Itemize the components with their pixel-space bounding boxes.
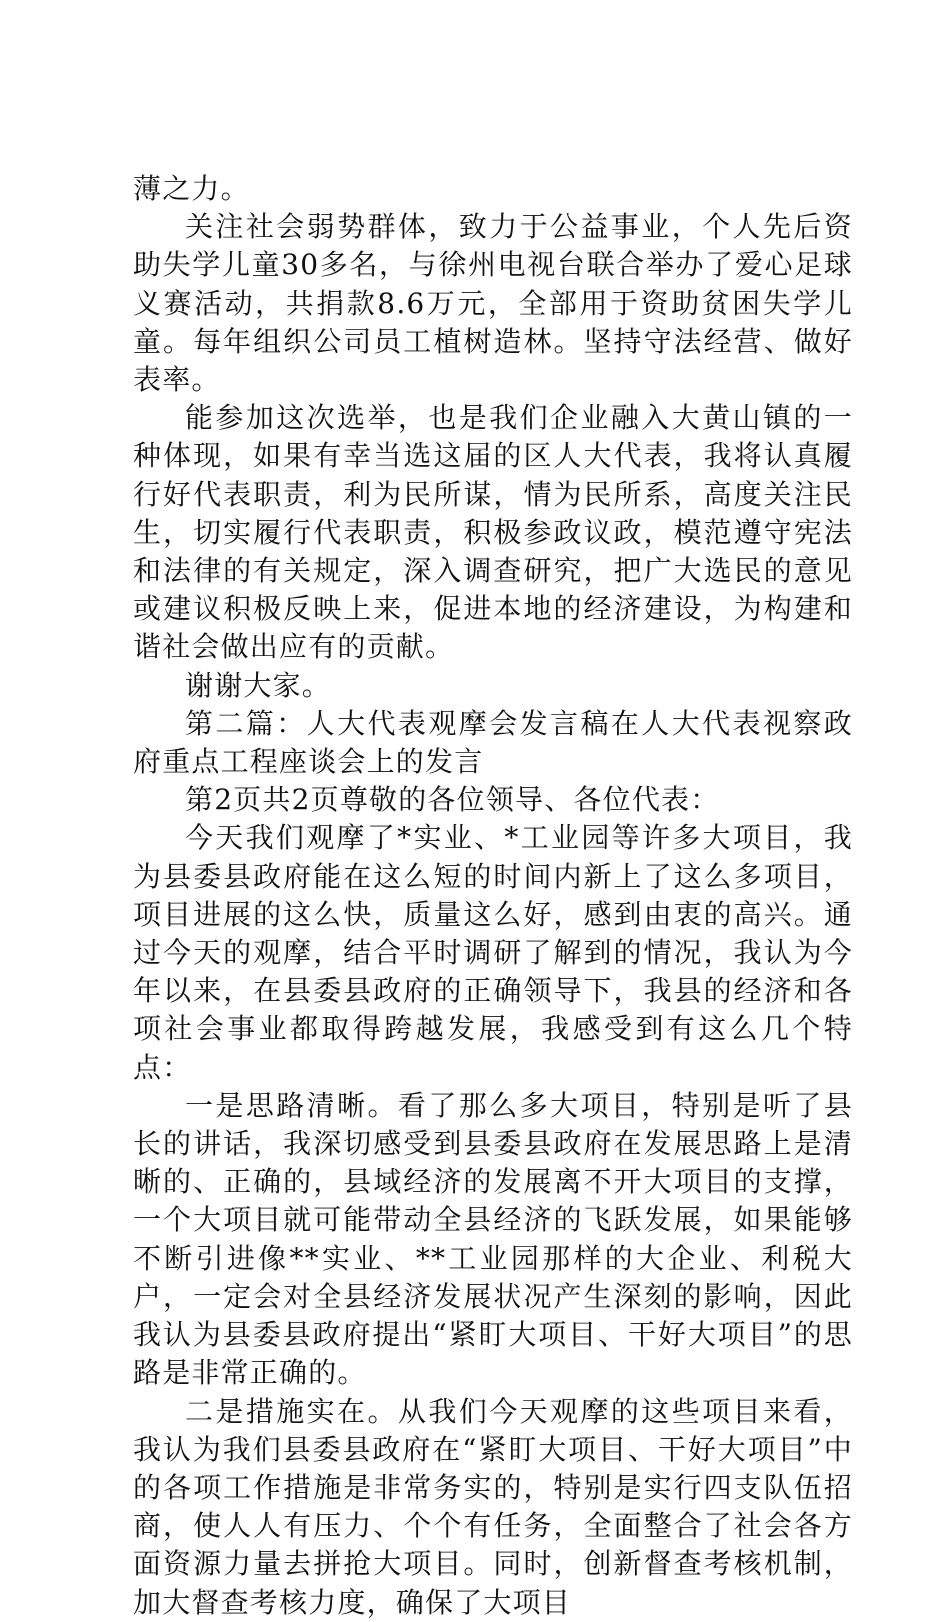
section-heading: 第二篇：人大代表观摩会发言稿在人大代表视察政府重点工程座谈会上的发言 (133, 706, 853, 779)
salutation-line: 第2页共2页尊敬的各位领导、各位代表： (185, 783, 720, 817)
paragraph-7: 今天我们观摩了*实业、*工业园等许多大项目，我为县委县政府能在这么短的时间内新上了这么多项目，项目进展的这么快，质量这么好，感到由衷的高兴。通过今天的观摩，结合平时调研了解到的情况，我认为今年以来，在县委县政府的正确领导下，我县的经济和各项社会事业都取得跨越发展，我感受到有这么几个特点： (133, 821, 853, 1084)
paragraph-1: 薄之力。 (133, 172, 250, 205)
paragraph-8: 一是思路清晰。看了那么多大项目，特别是听了县长的讲话，我深切感受到县委县政府在发展思路上是清晰的、正确的，县域经济的发展离不开大项目的支撑，一个大项目就可能带动全县经济的飞跃发展，如果能够不断引进像**实业、**工业园那样的大企业、利税大户，一定会对全县经济发展状况产生深刻的影响，因此我认为县委县政府提出“紧盯大项目、干好大项目”的思路是非常正确的。 (133, 1088, 853, 1390)
paragraph-3: 能参加这次选举，也是我们企业融入大黄山镇的一种体现，如果有幸当选这届的区人大代表，我将认真履行好代表职责，利为民所谋，情为民所系，高度关注民生，切实履行代表职责，积极参政议政，模范遵守宪法和法律的有关规定，深入调查研究，把广大选民的意见或建议积极反映上来，促进本地的经济建设，为构建和谐社会做出应有的贡献。 (133, 401, 853, 664)
paragraph-2: 关注社会弱势群体，致力于公益事业，个人先后资助失学儿童30多名，与徐州电视台联合举办了爱心足球义赛活动，共捐款8.6万元，全部用于资助贫困失学儿童。每年组织公司员工植树造林。坚持守法经营、做好表率。 (133, 210, 853, 397)
paragraph-4: 谢谢大家。 (185, 668, 332, 702)
paragraph-9: 二是措施实在。从我们今天观摩的这些项目来看，我认为我们县委县政府在“紧盯大项目、干好大项目”中的各项工作措施是非常务实的，特别是实行四支队伍招商，使人人有压力、个个有任务，全面整合了社会各方面资源力量去拼抢大项目。同时，创新督查考核机制，加大督查考核力度，确保了大项目 (133, 1394, 853, 1619)
document-body (133, 170, 853, 1622)
